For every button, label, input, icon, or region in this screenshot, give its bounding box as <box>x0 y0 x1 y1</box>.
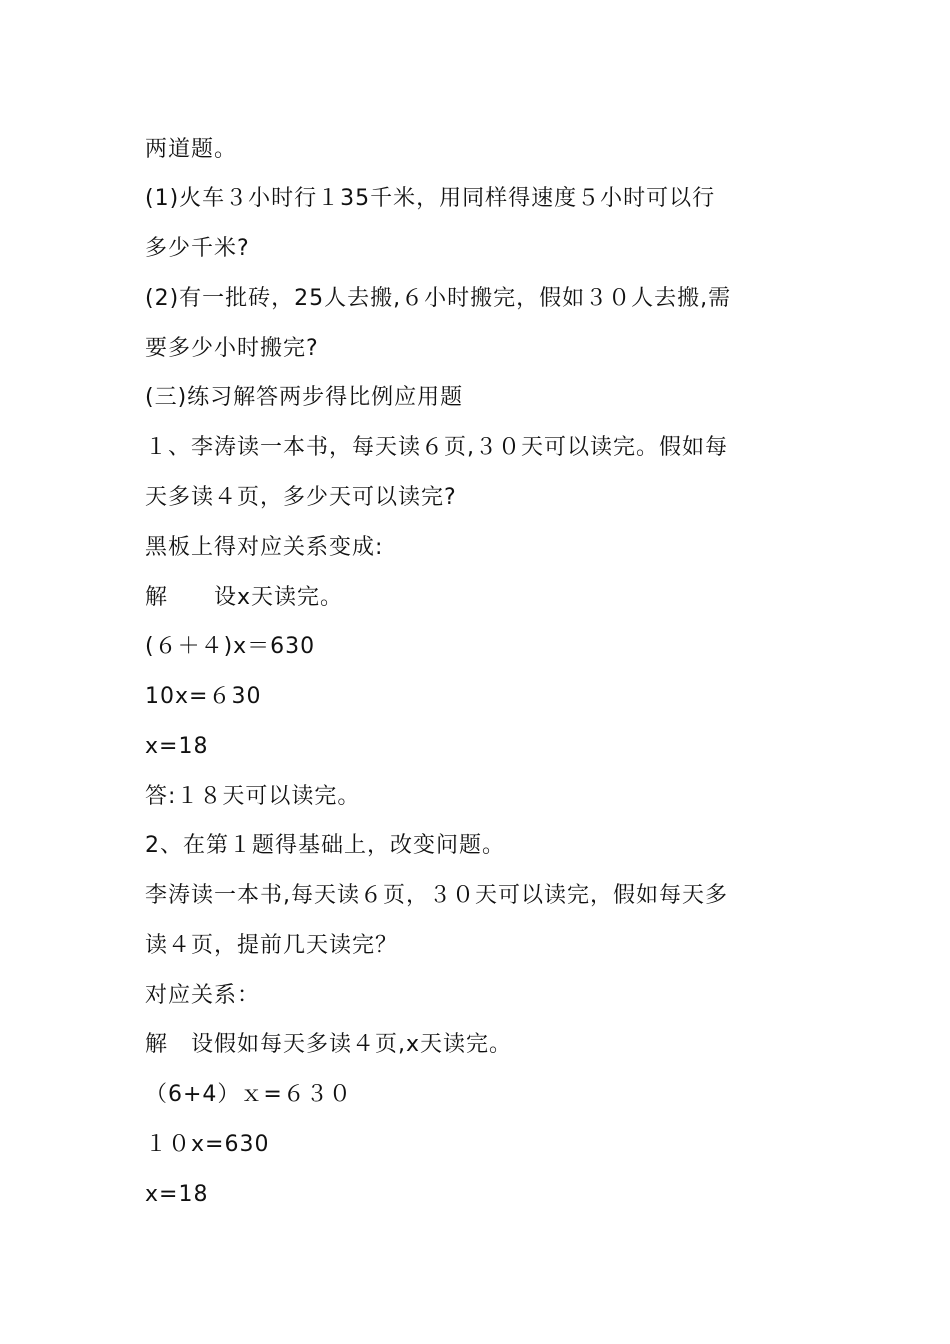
text-line: 两道题。 <box>145 137 238 162</box>
equation-line: １０x=630 <box>145 1132 270 1157</box>
equation-line: 10x=６30 <box>145 684 262 709</box>
text-line: (1)火车３小时行１35千米，用同样得速度５小时可以行 <box>145 186 716 211</box>
equation-line: (６＋４)x＝630 <box>145 634 316 659</box>
text-line: 解 设假如每天多读４页,x天读完。 <box>145 1032 513 1057</box>
text-line: 多少千米? <box>145 236 250 261</box>
text-line: １、李涛读一本书，每天读６页,３０天可以读完。假如每 <box>145 435 728 460</box>
equation-line: x=18 <box>145 1182 209 1207</box>
text-line: 要多少小时搬完? <box>145 336 319 361</box>
equation-line: x=18 <box>145 734 209 759</box>
text-line: 黑板上得对应关系变成: <box>145 535 384 560</box>
text-line: 对应关系： <box>145 983 261 1008</box>
text-line: 李涛读一本书,每天读６页，３０天可以读完，假如每天多 <box>145 883 728 908</box>
text-line: 读４页，提前几天读完？ <box>145 933 399 958</box>
equation-line: （6+4）ｘ=６３０ <box>145 1082 352 1107</box>
text-line: 2、在第１题得基础上，改变问题。 <box>145 833 505 858</box>
text-line: (三)练习解答两步得比例应用题 <box>145 385 464 410</box>
text-line: 解 设x天读完。 <box>145 585 344 610</box>
text-line: 天多读４页，多少天可以读完? <box>145 485 457 510</box>
answer-line: 答:１８天可以读完。 <box>145 784 361 809</box>
text-line: (2)有一批砖，25人去搬,６小时搬完，假如３０人去搬,需 <box>145 286 732 311</box>
